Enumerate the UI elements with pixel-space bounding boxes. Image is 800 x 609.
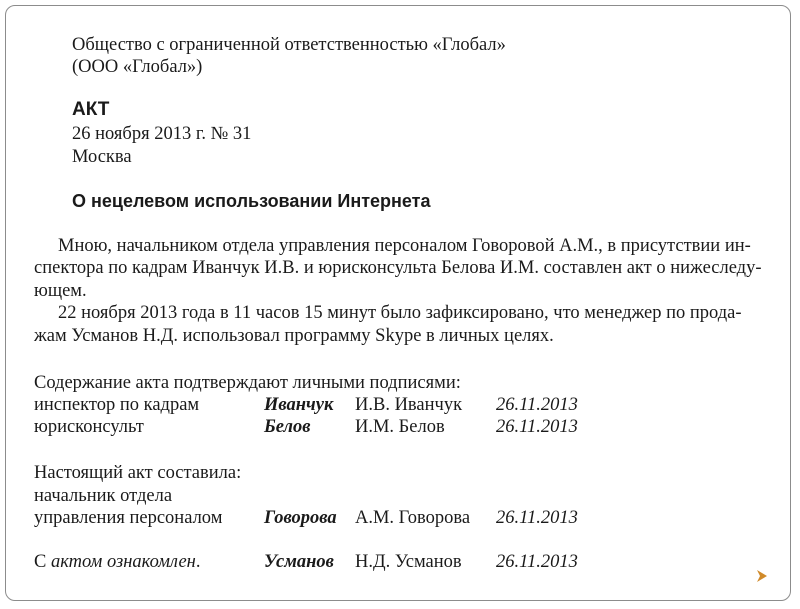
acquainted-statement bbox=[34, 551, 200, 573]
signer-date: 26.11.2013 bbox=[496, 417, 578, 437]
signer-role: инспектор по кадрам bbox=[34, 395, 200, 415]
composer-signature: Говорова bbox=[264, 508, 337, 528]
body-line: Мною, начальником отдела управления персоналом Говоровой А.М., в присутствии ин- bbox=[58, 236, 751, 256]
acquainted-prefix: С bbox=[34, 552, 51, 572]
document-heading: О нецелевом использовании Интернета bbox=[72, 191, 431, 211]
acquainted-date: 26.11.2013 bbox=[496, 552, 578, 572]
confirmation-intro: Содержание акта подтверждают личными подписями: bbox=[34, 373, 461, 393]
signer-name: И.В. Иванчук bbox=[355, 395, 463, 415]
body-line: жам Усманов Н.Д. использовал программу Skype в личных целях. bbox=[34, 326, 554, 346]
composer-role-line1: начальник отдела bbox=[34, 486, 173, 506]
organization-short-name: (ООО «Глобал») bbox=[72, 57, 203, 77]
body-line: 22 ноября 2013 года в 11 часов 15 минут было зафиксировано, что менеджер по прода- bbox=[58, 303, 742, 323]
organization-block bbox=[72, 34, 506, 78]
acquainted-name: Н.Д. Усманов bbox=[355, 552, 462, 572]
document-type: АКТ bbox=[72, 99, 110, 120]
composer-intro: Настоящий акт составила: bbox=[34, 463, 242, 483]
composer-name: А.М. Говорова bbox=[355, 508, 471, 528]
document-date-number: 26 ноября 2013 г. № 31 bbox=[72, 124, 252, 144]
document-place: Москва bbox=[72, 147, 132, 167]
acquainted-italic-text: актом ознакомлен bbox=[50, 552, 196, 572]
acquainted-signature: Усманов bbox=[264, 552, 334, 572]
signer-signature: Иванчук bbox=[264, 395, 334, 415]
signer-date: 26.11.2013 bbox=[496, 395, 578, 415]
body-line: ющем. bbox=[34, 281, 87, 301]
signer-signature: Белов bbox=[264, 417, 311, 437]
composer-date: 26.11.2013 bbox=[496, 508, 578, 528]
organization-full-name: Общество с ограниченной ответственностью «Глобал» bbox=[72, 35, 506, 55]
chevron-right-icon[interactable] bbox=[755, 569, 769, 583]
body-line: спектора по кадрам Иванчук И.В. и юрисконсульта Белова И.М. составлен акт о нижеследу- bbox=[34, 258, 762, 278]
acquainted-suffix: . bbox=[195, 552, 201, 572]
signer-name: И.М. Белов bbox=[355, 417, 445, 437]
composer-role-line2: управления персоналом bbox=[34, 508, 223, 528]
signer-role: юрисконсульт bbox=[34, 417, 144, 437]
